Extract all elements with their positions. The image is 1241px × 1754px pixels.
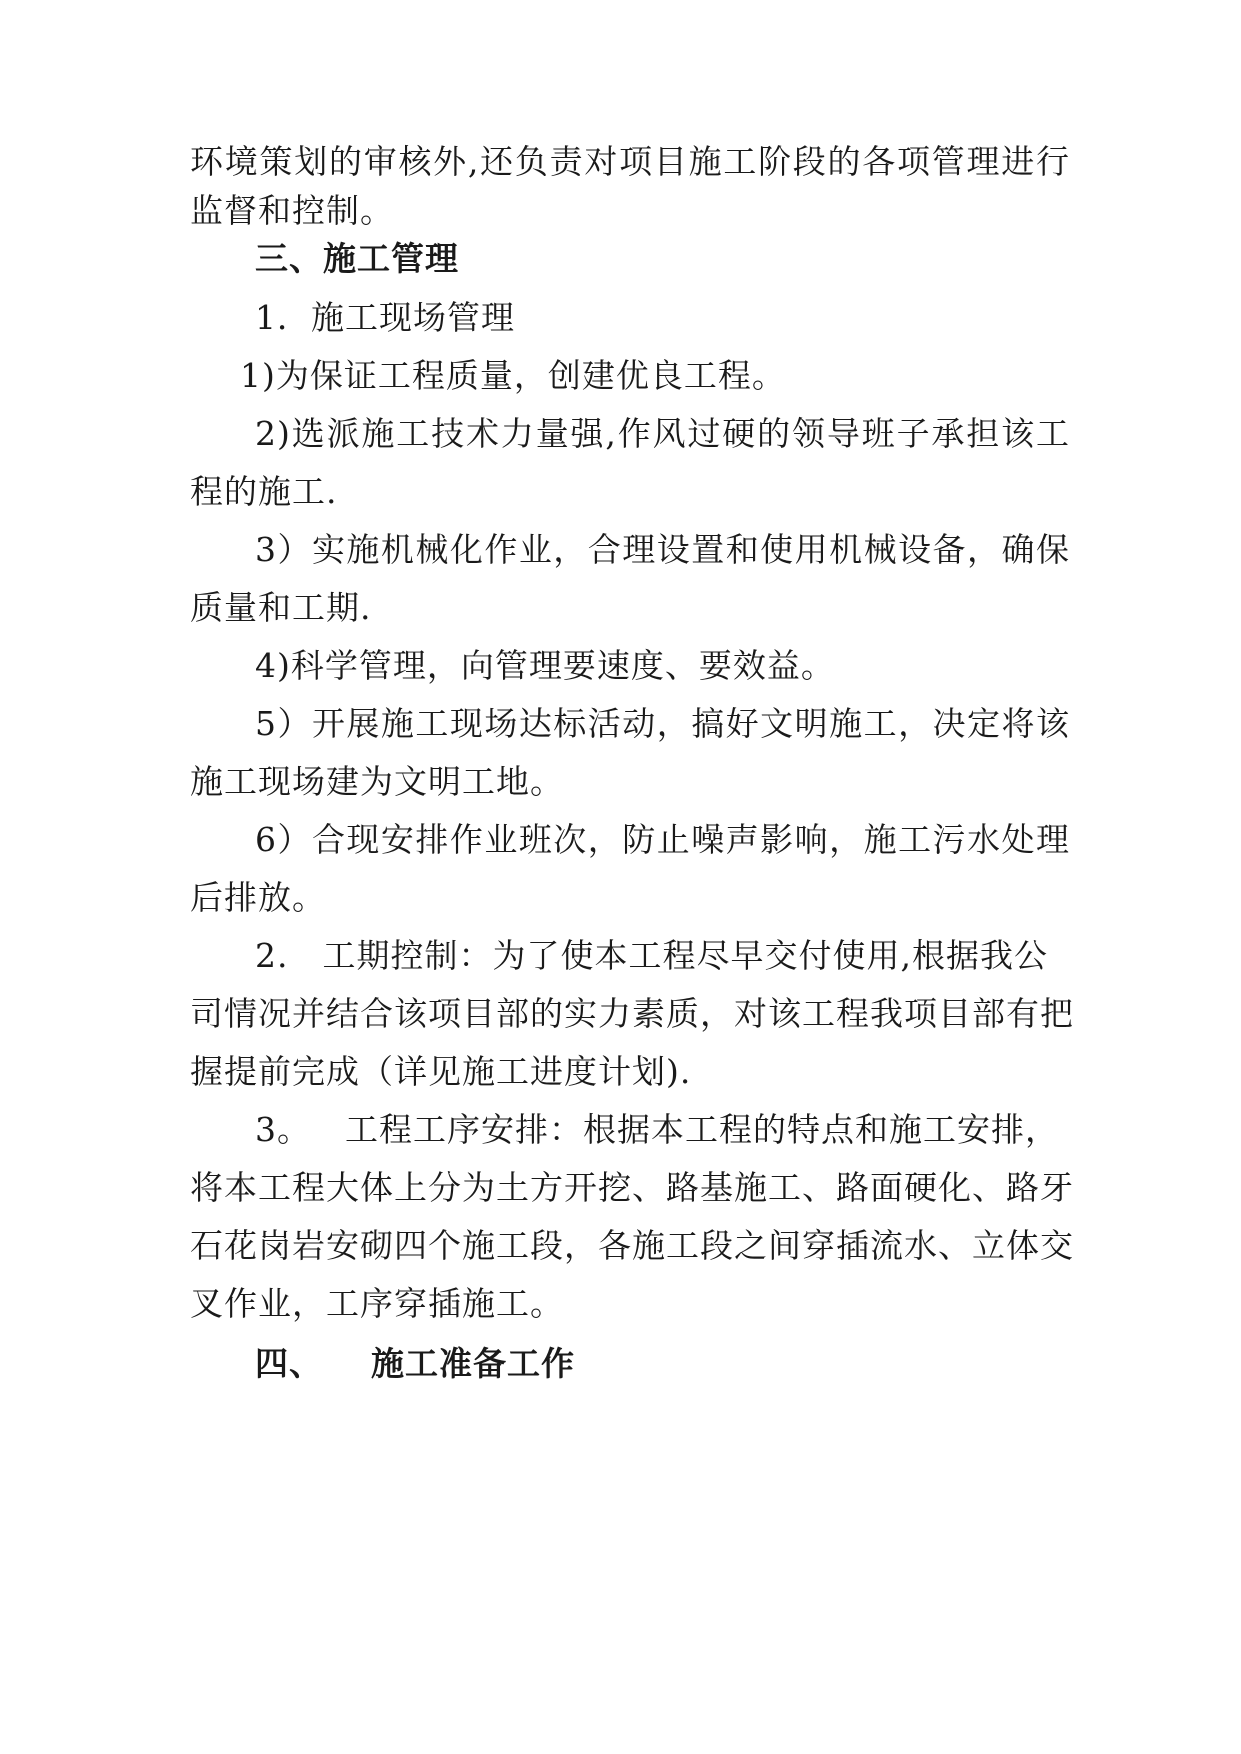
list-item-2-line-2: 程的施工. bbox=[190, 472, 338, 511]
subsection-2-number: 2. bbox=[255, 936, 289, 975]
list-item-2-line-1: 2)选派施工技术力量强,作风过硬的领导班子承担该工 bbox=[255, 414, 1070, 453]
subsection-2-line-3: 握提前完成（详见施工进度计划). bbox=[190, 1052, 692, 1091]
subsection-3-text: 工程工序安排：根据本工程的特点和施工安排， bbox=[345, 1110, 1059, 1149]
list-item-6-line-1: 6）合现安排作业班次，防止噪声影响，施工污水处理 bbox=[255, 820, 1070, 859]
paragraph-intro-line-2: 监督和控制。 bbox=[190, 191, 394, 230]
section-heading-3: 三、施工管理 bbox=[255, 239, 459, 278]
list-item-5-line-1: 5）开展施工现场达标活动，搞好文明施工，决定将该 bbox=[255, 704, 1070, 743]
subsection-2-line-2: 司情况并结合该项目部的实力素质，对该工程我项目部有把 bbox=[190, 994, 1074, 1033]
list-item-5-line-2: 施工现场建为文明工地。 bbox=[190, 762, 564, 801]
subsection-2-line-1 bbox=[255, 936, 1070, 976]
section-heading-4 bbox=[255, 1344, 1135, 1384]
subsection-3-line-4: 叉作业，工序穿插施工。 bbox=[190, 1284, 564, 1323]
section-4-number: 四、 bbox=[255, 1344, 323, 1383]
subsection-title-1: 1．施工现场管理 bbox=[255, 298, 515, 337]
list-item-3-line-1: 3）实施机械化作业，合理设置和使用机械设备，确保 bbox=[255, 530, 1070, 569]
subsection-3-line-3: 石花岗岩安砌四个施工段，各施工段之间穿插流水、立体交 bbox=[190, 1226, 1074, 1265]
subsection-2-text: 工期控制：为了使本工程尽早交付使用,根据我公 bbox=[322, 936, 1048, 975]
list-item-3-line-2: 质量和工期. bbox=[190, 588, 372, 627]
list-item-1: 1)为保证工程质量，创建优良工程。 bbox=[240, 356, 786, 395]
subsection-3-line-2: 将本工程大体上分为土方开挖、路基施工、路面硬化、路牙 bbox=[190, 1168, 1074, 1207]
subsection-3-number: 3。 bbox=[255, 1110, 311, 1149]
paragraph-intro-line-1: 环境策划的审核外,还负责对项目施工阶段的各项管理进行 bbox=[190, 142, 1070, 181]
list-item-6-line-2: 后排放。 bbox=[190, 878, 326, 917]
list-item-4: 4)科学管理，向管理要速度、要效益。 bbox=[255, 646, 835, 685]
subsection-3-line-1 bbox=[255, 1110, 1070, 1150]
section-4-title: 施工准备工作 bbox=[371, 1344, 575, 1383]
